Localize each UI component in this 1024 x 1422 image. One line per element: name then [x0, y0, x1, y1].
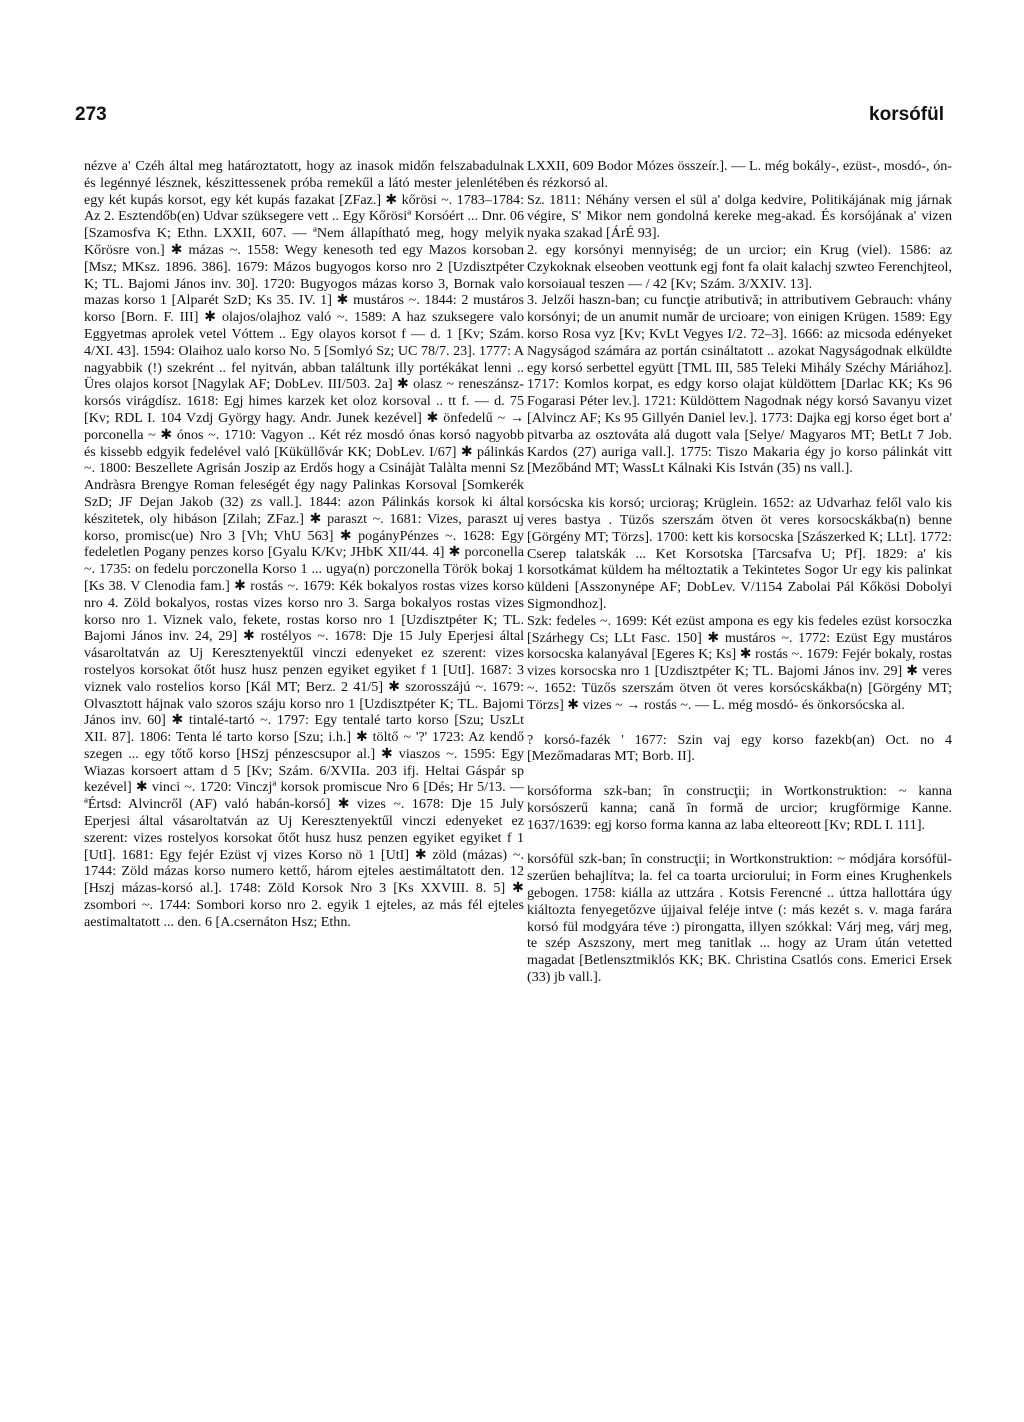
running-headword: korsófül [869, 104, 944, 125]
entry-korso-fazek: ? korsó-fazék ' 1677: Szin vaj egy korso fazekb(an) Oct. no 4 [Mezőmadaras MT; Borb. II]. [527, 731, 952, 765]
left-column [84, 158, 524, 931]
page-number: 273 [75, 104, 107, 125]
entry-korsoforma: korsóforma szk-ban; în construcţii; in Wortkonstruktion: ~ kanna korsószerű kanna; cană în formă de urcior; krugförmige Kanne. 1637/1639: egj korso forma kanna az laba elteoreott [Kv; RDL I. 111]. [527, 783, 952, 833]
entry-sz: Sz. 1811: Néhány versen el sül a' dolga kedvire, Politikájának mig járnak végire, S' Mikor nem gondolná kereke meg-akad. És korsójának a' vizen nyaka szakad [ÁrÉ 93]. [527, 191, 952, 242]
entry-korsocska: korsócska kis korsó; urcioraş; Krüglein. 1652: az Udvarhaz felől valo kis veres bastya . Tüzős szerszám ötven öt veres korsocskákba(n) benne [Görgény MT; Törzs]. 1700: kett kis korsocska [Szászerked K; LLt]. 1772: Cserep talatskák ... Ket Korsotska [Tarcsafva U; Pf]. 1829: a' kis korsotkámat küldem ha méltoztatik a Tekintetes Sogor Ur egy kis palinkat küldeni [Asszonynépe AF; DobLev. V/1154 Zabolai Pál Kőkösi Dobolyi Sigmondhoz]. [527, 495, 952, 612]
entry-korsocska-szk: Szk: fedeles ~. 1699: Két ezüst ampona es egy kis fedeles ezüst korsoczka [Szárhegy Cs; LLt Fasc. 150] ✱ mustáros ~. 1772: Ezüst Egy mustáros korsocska kalanyával [Egeres K; Ks] ✱ rostás ~. 1679: Fejér bokaly, rostas vizes korsocska nro 1 [Uzdisztpéter K; TL. Bajomi János inv. 29] ✱ veres ~. 1652: Tüzős szerszám ötven öt veres korsócskákba(n) [Görgény MT; Törzs] ✱ vizes ~ → rostás ~. — L. még mosdó- és önkorsócska al. [527, 612, 952, 713]
entry-text-continued: nézve a' Czéh által meg határoztatott, hogy az inasok midőn felszabadulnak és legénnyé lésznek, készittessenek próba remekűl a látó mester jelenlétében egy két kupás korsot, egy két kupás fazakat [ZFaz.] ✱ kőrösi ~. 1783–1784: Az 2. Esztendőb(en) Udvar szüksegere vett .. Egy Kőrösiª Korsóért ... Dnr. 06 [Szamosfva K; Ethn. LXXII, 607. — ªNem állapítható meg, hogy melyik Kőrösre von.] ✱ mázas ~. 1558: Wegy kenesoth ted egy Mazos korsoban [Msz; MKsz. 1896. 386]. 1679: Mázos bugyogos korso nro 2 [Uzdisztpéter K; TL. Bajomi János inv. 30]. 1720: Bugyogos mázas korso 3, Bornak valo mazas korso 1 [Alparét SzD; Ks 35. IV. 1] ✱ mustáros ~. 1844: 2 mustáros korso [Born. F. III] ✱ olajos/olajhoz való ~. 1589: A haz szuksegere valo Eggyetmas aprolek vetel Vóttem .. Egy olayos korsot f — d. 1 [Kv; Szám. 4/XI. 43]. 1594: Olaihoz ualo korso No. 5 [Somlyó Sz; UC 78/7. 23]. 1777: A nagyabbik (!) szekrént .. fel nyitván, abban találtunk illy portékákat lenni .. Üres olajos korsot [Nagylak AF; DobLev. III/503. 2a] ✱ olasz ~ reneszánsz-korsós virágdísz. 1618: Egj himes karzek ket oloz korsoval .. tt f. — d. 75 [Kv; RDL I. 104 Vzdj György hagy. Andr. Junek kezével] ✱ önfedelű ~ → porconella ~ ✱ ónos ~. 1710: Vagyon .. Két réz mosdó ónas korsó nagyobb és kissebb edgyik fedelével való [Küküllővár KK; DobLev. I/67] ✱ pálinkás ~. 1800: Beszellete Agrisán Joszip az Erdős hogy a Csinájàt Talàlta menni Sz Andràsra Brengye Roman feleségét égy nagy Palinkas Korsoval [Somkerék SzD; JF Dejan Jakob (32) zs vall.]. 1844: azon Pálinkás korsok ki által készitetek, oly hibáson [Zilah; ZFaz.] ✱ paraszt ~. 1681: Vizes, paraszt uj korso, promisc(ue) Nro 3 [Vh; VhU 563] ✱ pogányPénzes ~. 1628: Egy fedeletlen Pogany penzes korso [Gyalu K/Kv; JHbK XII/44. 4] ✱ porconella ~. 1735: on fedelu porczonella Korso 1 ... ugya(n) porczonella Török bokaj 1 [Ks 38. V Clenodia fam.] ✱ rostás ~. 1679: Kék bokalyos rostas vizes korso nro 4. Zöld bokalyos, rostas vizes korso nro 3. Sarga bokalyos rostas vizes korso nro 1. Viznek valo, fekete, rostas korso nro 1 [Uzdisztpéter K; TL. Bajomi János inv. 24, 29] ✱ rostélyos ~. 1678: Dje 15 July Eperjesi által vásaroltatván az Uj Keresztenyektűl vinczi edenyeket ez szerent: vizes rostelyos korsokat őtőt husz husz penzen egyiket egyiket f 1 [UtI]. 1687: 3 viznek valo rostelios korso [Kál MT; Berz. 2 41/5] ✱ szorosszájú ~. 1679: Olvasztott hájnak valo szoros száju korso nro 1 [Uzdisztpéter K; TL. Bajomi János inv. 60] ✱ tintalé-tartó ~. 1797: Egy tentalé tarto korso [Szu; UszLt XII. 87]. 1806: Tenta lé tarto korso [Szu; i.h.] ✱ töltő ~ '?' 1723: Az kendő szegen ... egy tőtő korso [HSzj pénzescsupor al.] ✱ viaszos ~. 1595: Egy Wiazas korsoert attam d 5 [Kv; Szám. 6/XVIIa. 203 ifj. Heltai Gáspár sp kezével] ✱ vinci ~. 1720: Vinczjª korsok promiscue Nro 6 [Dés; Hr 5/13. — ªÉrtsd: Alvincről (AF) való habán-korsó] ✱ vizes ~. 1678: Dje 15 July Eperjesi által vásaroltatván az Uj Keresztenyektűl vinczi edenyeket ez szerent: vizes rostelyos korsokat őtőt husz husz penzen egyiket egyiket f 1 [UtI]. 1681: Egy fejér Ezüst vj vizes Korso nö 1 [UtI] ✱ zöld (mázas) ~. 1744: Zöld mázas korso numero kettő, három ejteles aestimáltatott den. 12 [Hszj mázas-korsó al.]. 1748: Zöld Korsok Nro 3 [Ks XXVIII. 8. 5] ✱ zsombori ~. 1744: Sombori korso nro 2. egyik 1 ejteles, az más fél ejteles aestimaltatott ... den. 6 [A.csernáton Hsz; Ethn. [84, 158, 524, 930]
entry-text-continued: LXXII, 609 Bodor Mózes összeír.]. — L. még bokály-, ezüst-, mosdó-, ón- és rézkorsó al. [527, 158, 952, 191]
entry-korsoful: korsófül szk-ban; în construcţii; in Wortkonstruktion: ~ módjára korsófül-szerűen behajlítva; la. fel ca toarta urciorului; in Form eines Krughenkels gebogen. 1758: kiálla az uttzára . Kotsis Ferencné .. úttza hallottára úgy kiáltozta fenyegetőzve újjaival feléje intve (: más kezét s. v. maga farára korsó fül modgyára téve :) pirongatta, illyen szókkal: Várj meg, várj meg, te szép Aszszony, mert meg tanitlak ... hogy az Uram útán vetetted magadat [Betlensztmiklós KK; BK. Christina Csatlós cons. Emerici Ersek (33) jb vall.]. [527, 851, 952, 986]
right-column [527, 158, 952, 986]
entry-sense-3: 3. Jelzői haszn-ban; cu funcţie atributivă; in attributivem Gebrauch: vhány korsónyi; de un anumit număr de urcioare; von einigen Krügen. 1589: Egy korso Rosa vyz [Kv; KvLt Vegyes I/2. 72–3]. 1666: az micsoda edényeket Nagyságod számára az portán csináltatott .. azokat Nagyságodnak elküldte egy korsó serbettel együtt [TML III, 585 Teleki Mihály Széchy Máriához]. 1717: Komlos korpat, es edgy korso olajat küldöttem [Darlac KK; Ks 96 Fogarasi Péter lev.]. 1721: Küldöttem Nagodnak négy korsó Savanyu vizet [Alvincz AF; Ks 95 Gillyén Daniel lev.]. 1773: Dajka egj korso éget bort a' pitvarba az osztováta alá dugott vala [Selye/ Magyaros MT; BetLt 7 Job. Kardos (27) auriga vall.]. 1775: Tiszo Makaria égy jo korso pálinkát vitt [Mezőbánd MT; WassLt Kálnaki Kis István (35) ns vall.]. [527, 292, 952, 477]
entry-sense-2: 2. egy korsónyi mennyiség; de un urcior; ein Krug (viel). 1586: az Czykoknak elseoben veottunk egj font fa olait kalachj szwteo Ferenchjteol, korsoiaual teszen — / 42 [Kv; Szám. 3/XXIV. 13]. [527, 241, 952, 292]
